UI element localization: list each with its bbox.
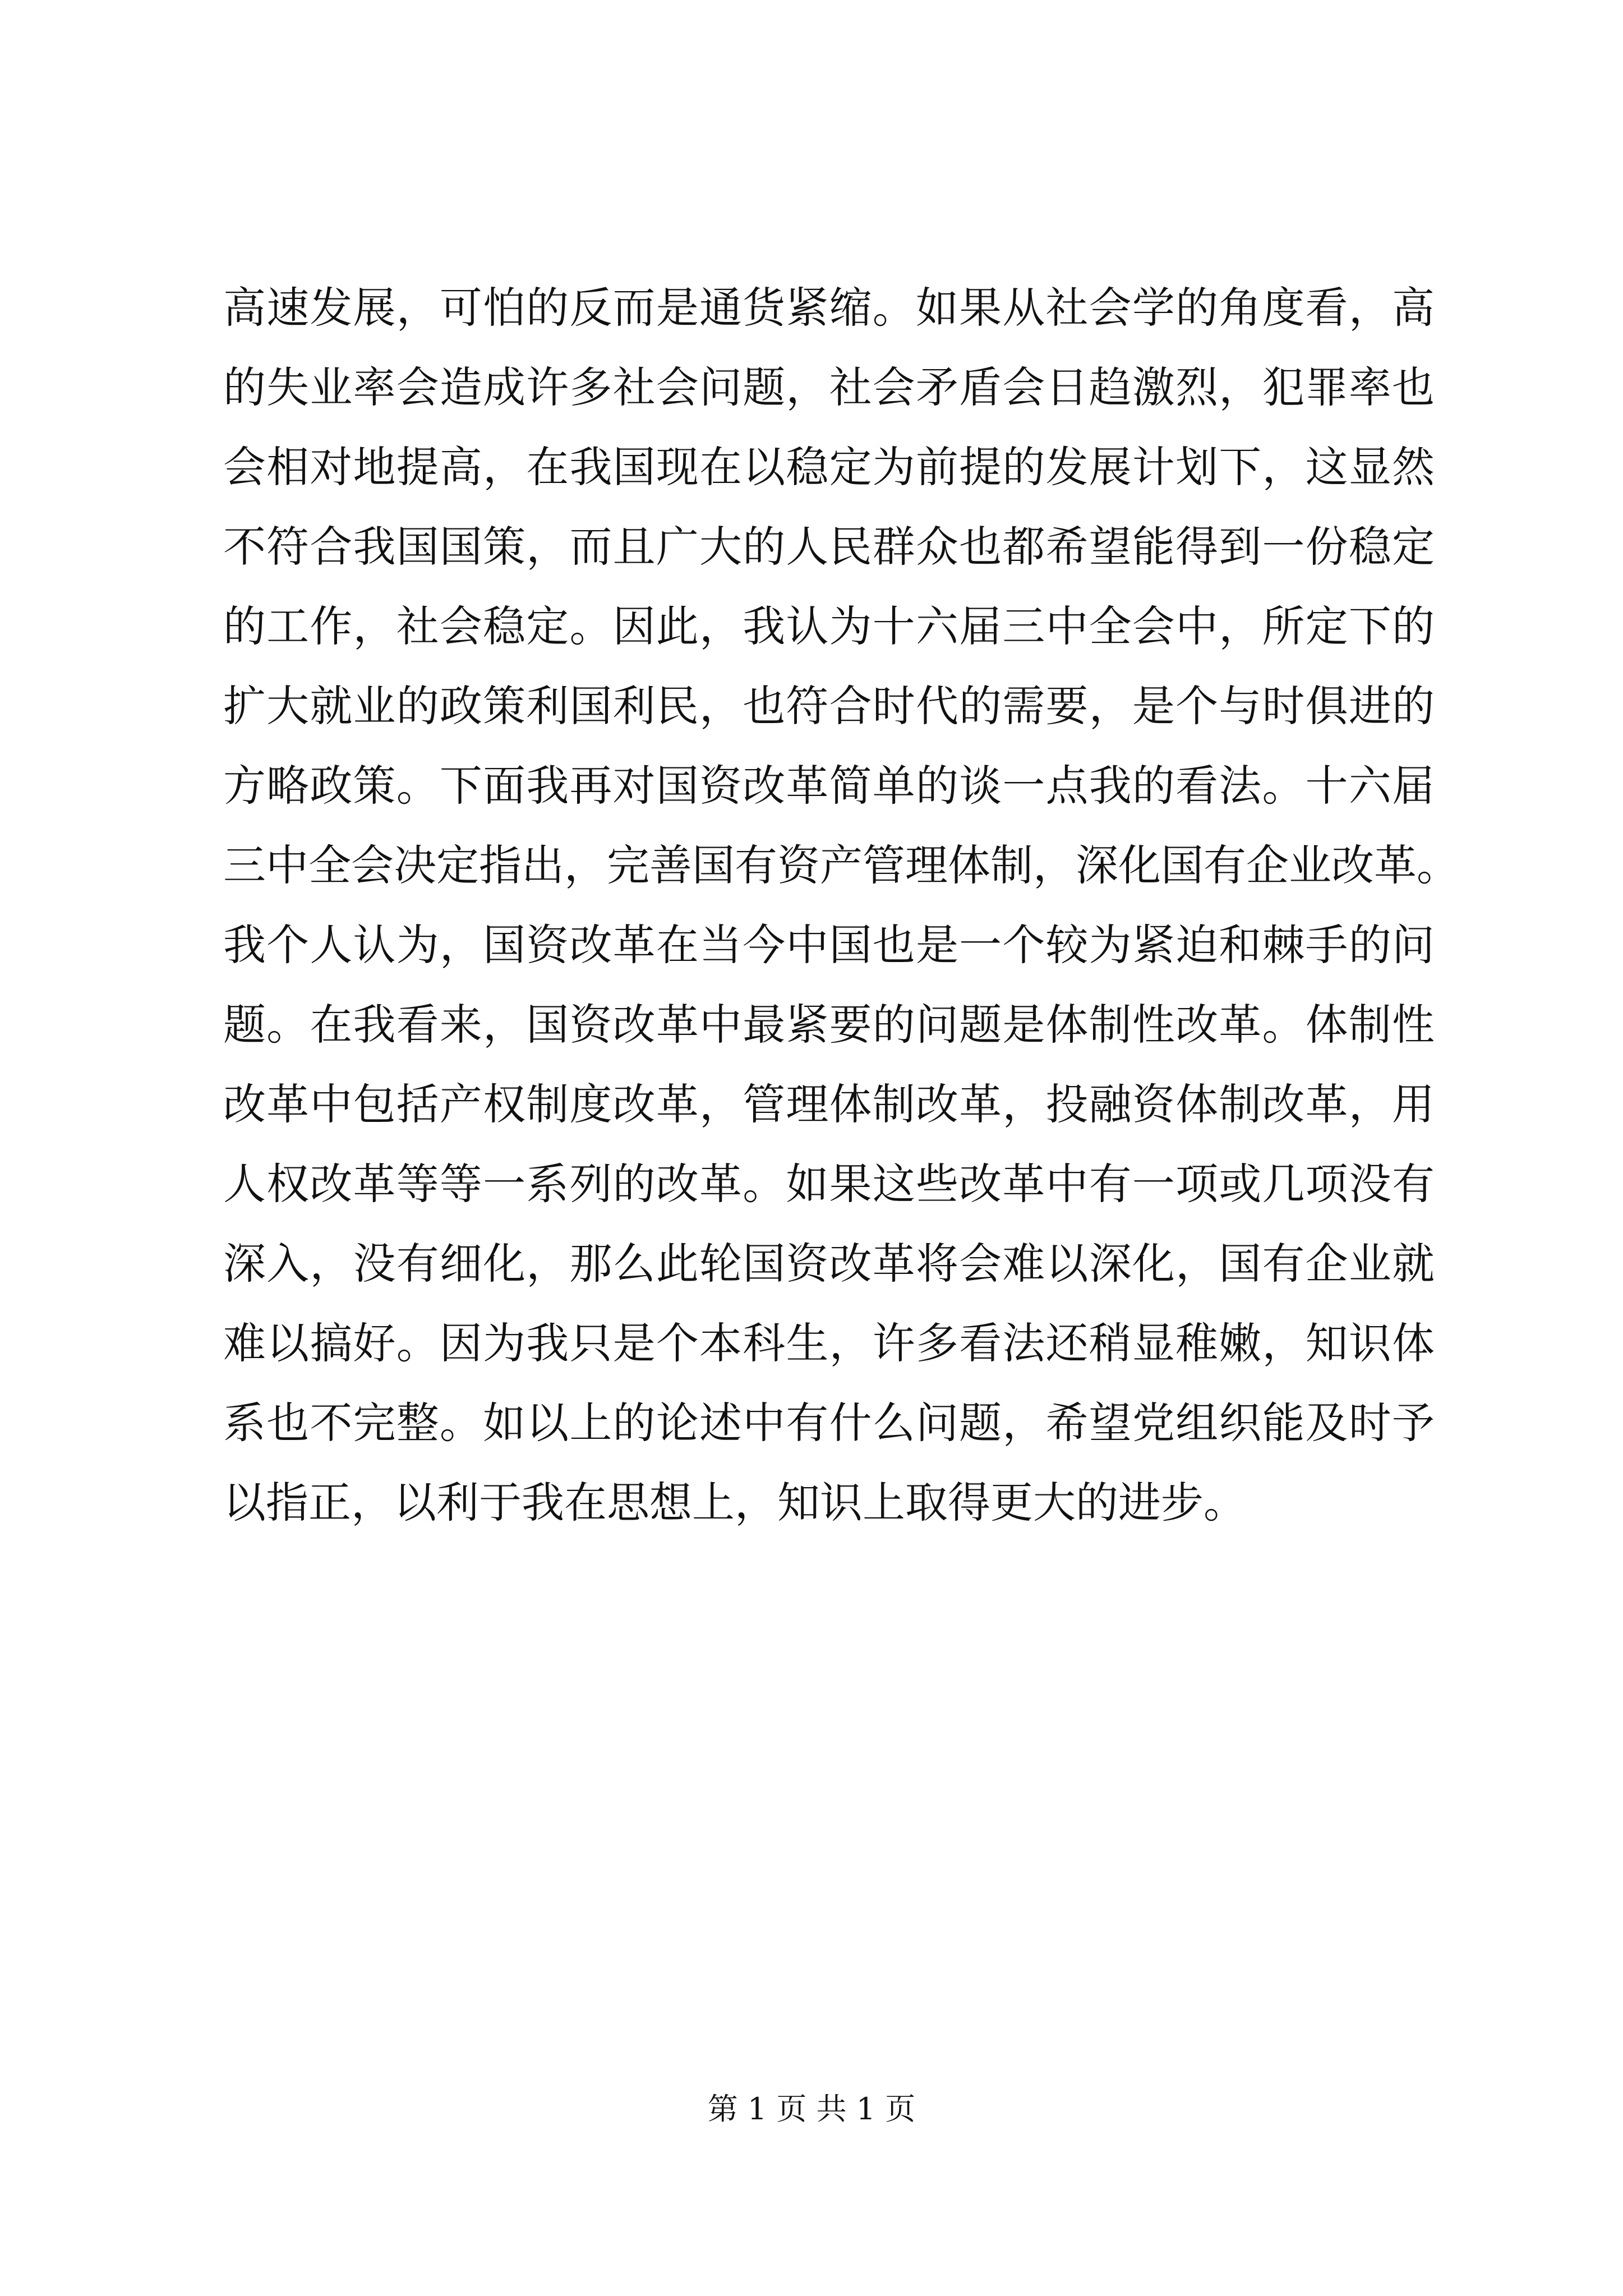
- text-line-7: 方略政策。下面我再对国资改革简单的谈一点我的看法。十六届: [223, 761, 1435, 811]
- text-line-3: 会相对地提高，在我国现在以稳定为前提的发展计划下，这显然: [223, 442, 1435, 492]
- text-line-14: 难以搞好。因为我只是个本科生，许多看法还稍显稚嫩，知识体: [223, 1318, 1435, 1368]
- page-footer: [0, 2090, 1623, 2129]
- text-line-16: 以指正，以利于我在思想上，知识上取得更大的进步。: [223, 1478, 1246, 1527]
- text-line-12: 人权改革等等一系列的改革。如果这些改革中有一项或几项没有: [223, 1159, 1435, 1209]
- text-line-11: 改革中包括产权制度改革，管理体制改革，投融资体制改革，用: [223, 1079, 1435, 1129]
- text-line-9: 我个人认为，国资改革在当今中国也是一个较为紧迫和棘手的问: [223, 920, 1435, 970]
- text-line-5: 的工作，社会稳定。因此，我认为十六届三中全会中，所定下的: [223, 601, 1435, 651]
- body-text: [223, 268, 1459, 1543]
- text-line-1: 高速发展，可怕的反而是通货紧缩。如果从社会学的角度看，高: [223, 283, 1435, 333]
- text-line-2: 的失业率会造成许多社会问题，社会矛盾会日趋激烈，犯罪率也: [223, 362, 1435, 412]
- text-line-4: 不符合我国国策，而且广大的人民群众也都希望能得到一份稳定: [223, 522, 1435, 572]
- page-number-label: 第 1 页 共 1 页: [707, 2091, 916, 2127]
- text-line-6: 扩大就业的政策利国利民，也符合时代的需要，是个与时俱进的: [223, 681, 1435, 731]
- text-line-15: 系也不完整。如以上的论述中有什么问题，希望党组织能及时予: [223, 1398, 1435, 1448]
- text-line-10: 题。在我看来，国资改革中最紧要的问题是体制性改革。体制性: [223, 1000, 1435, 1050]
- text-line-13: 深入，没有细化，那么此轮国资改革将会难以深化，国有企业就: [223, 1239, 1435, 1289]
- text-line-8: 三中全会决定指出，完善国有资产管理体制，深化国有企业改革。: [223, 840, 1459, 890]
